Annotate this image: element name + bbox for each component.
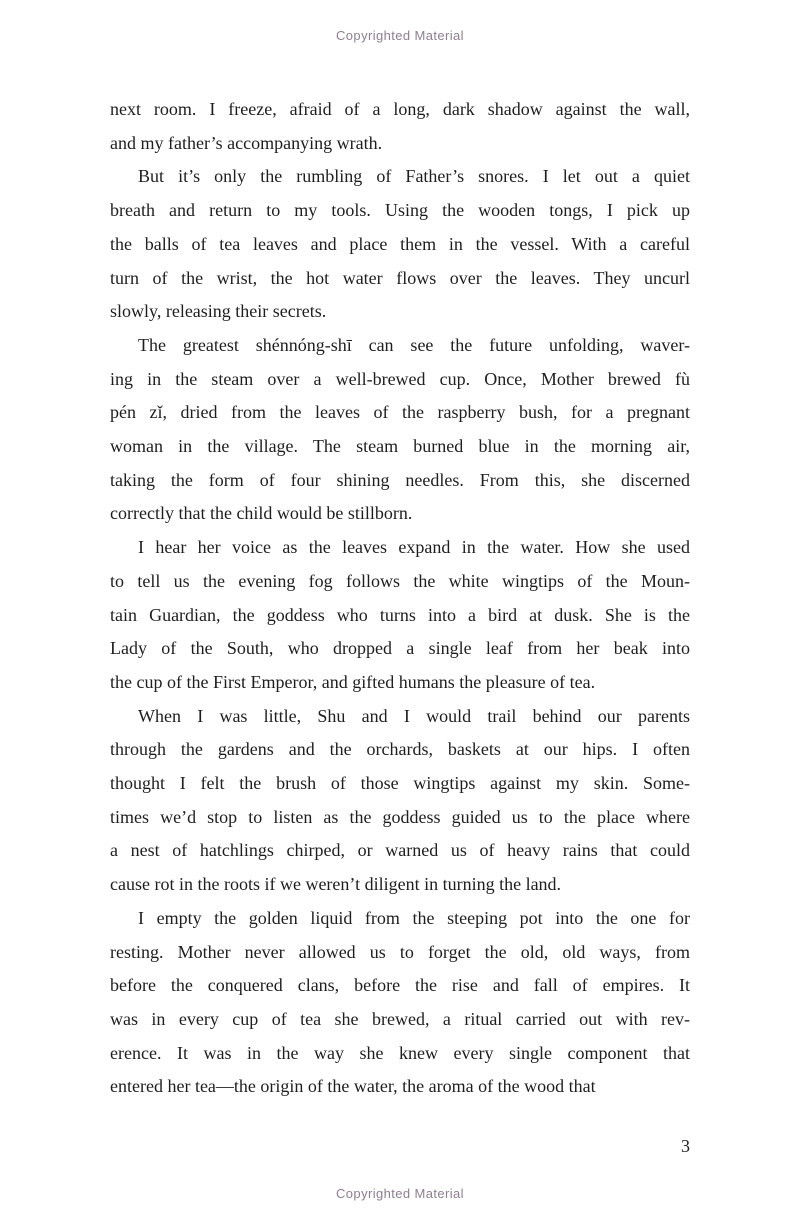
text-line: entered her tea—the origin of the water, the aroma of the wood that	[110, 1076, 596, 1097]
text-line: I hear her voice as the leaves expand in the water. How she used	[138, 537, 690, 558]
text-line: through the gardens and the orchards, baskets at our hips. I often	[110, 739, 690, 760]
text-line: thought I felt the brush of those wingtips against my skin. Some-	[110, 773, 690, 794]
page-number: 3	[681, 1136, 690, 1156]
text-line: before the conquered clans, before the rise and fall of empires. It	[110, 975, 690, 996]
paragraph	[110, 329, 690, 531]
text-line: woman in the village. The steam burned blue in the morning air,	[110, 436, 690, 457]
text-line: I empty the golden liquid from the steeping pot into the one for	[138, 907, 690, 928]
text-line: tain Guardian, the goddess who turns into a bird at dusk. She is the	[110, 604, 690, 625]
text-line: But it’s only the rumbling of Father’s snores. I let out a quiet	[138, 166, 690, 187]
text-line: cause rot in the roots if we weren’t diligent in turning the land.	[110, 874, 562, 895]
text-line: ing in the steam over a well-brewed cup. Once, Mother brewed fù	[110, 368, 690, 389]
text-line: and my father’s accompanying wrath.	[110, 132, 383, 153]
paragraph	[110, 160, 690, 329]
text-line: When I was little, Shu and I would trail behind our parents	[138, 705, 690, 726]
text-line: erence. It was in the way she knew every single component that	[110, 1042, 690, 1063]
text-line: breath and return to my tools. Using the wooden tongs, I pick up	[110, 200, 690, 221]
text-line: a nest of hatchlings chirped, or warned us of heavy rains that could	[110, 840, 690, 861]
text-line: slowly, releasing their secrets.	[110, 301, 327, 322]
text-line: the cup of the First Emperor, and gifted humans the pleasure of tea.	[110, 671, 596, 692]
paragraph	[110, 700, 690, 902]
text-line: was in every cup of tea she brewed, a ritual carried out with rev-	[110, 1008, 690, 1029]
text-line: the balls of tea leaves and place them in the vessel. With a careful	[110, 233, 690, 254]
copyright-notice-bottom: Copyrighted Material	[336, 1186, 464, 1201]
copyright-notice-top: Copyrighted Material	[336, 28, 464, 43]
paragraph	[110, 531, 690, 700]
text-line: resting. Mother never allowed us to forget the old, old ways, from	[110, 941, 690, 962]
text-line: times we’d stop to listen as the goddess guided us to the place where	[110, 806, 690, 827]
paragraph	[110, 902, 690, 1104]
text-line: The greatest shénnóng-shī can see the future unfolding, waver-	[138, 334, 690, 355]
text-line: Lady of the South, who dropped a single leaf from her beak into	[110, 638, 690, 659]
text-line: next room. I freeze, afraid of a long, dark shadow against the wall,	[110, 99, 690, 119]
text-line: pén zǐ, dried from the leaves of the raspberry bush, for a pregnant	[110, 402, 690, 423]
text-line: correctly that the child would be stillborn.	[110, 503, 413, 524]
text-line: to tell us the evening fog follows the white wingtips of the Moun-	[110, 570, 690, 591]
paragraph	[110, 93, 690, 160]
text-line: turn of the wrist, the hot water flows over the leaves. They uncurl	[110, 267, 690, 288]
text-line: taking the form of four shining needles. From this, she discerned	[110, 469, 690, 490]
page-body	[110, 93, 690, 1104]
